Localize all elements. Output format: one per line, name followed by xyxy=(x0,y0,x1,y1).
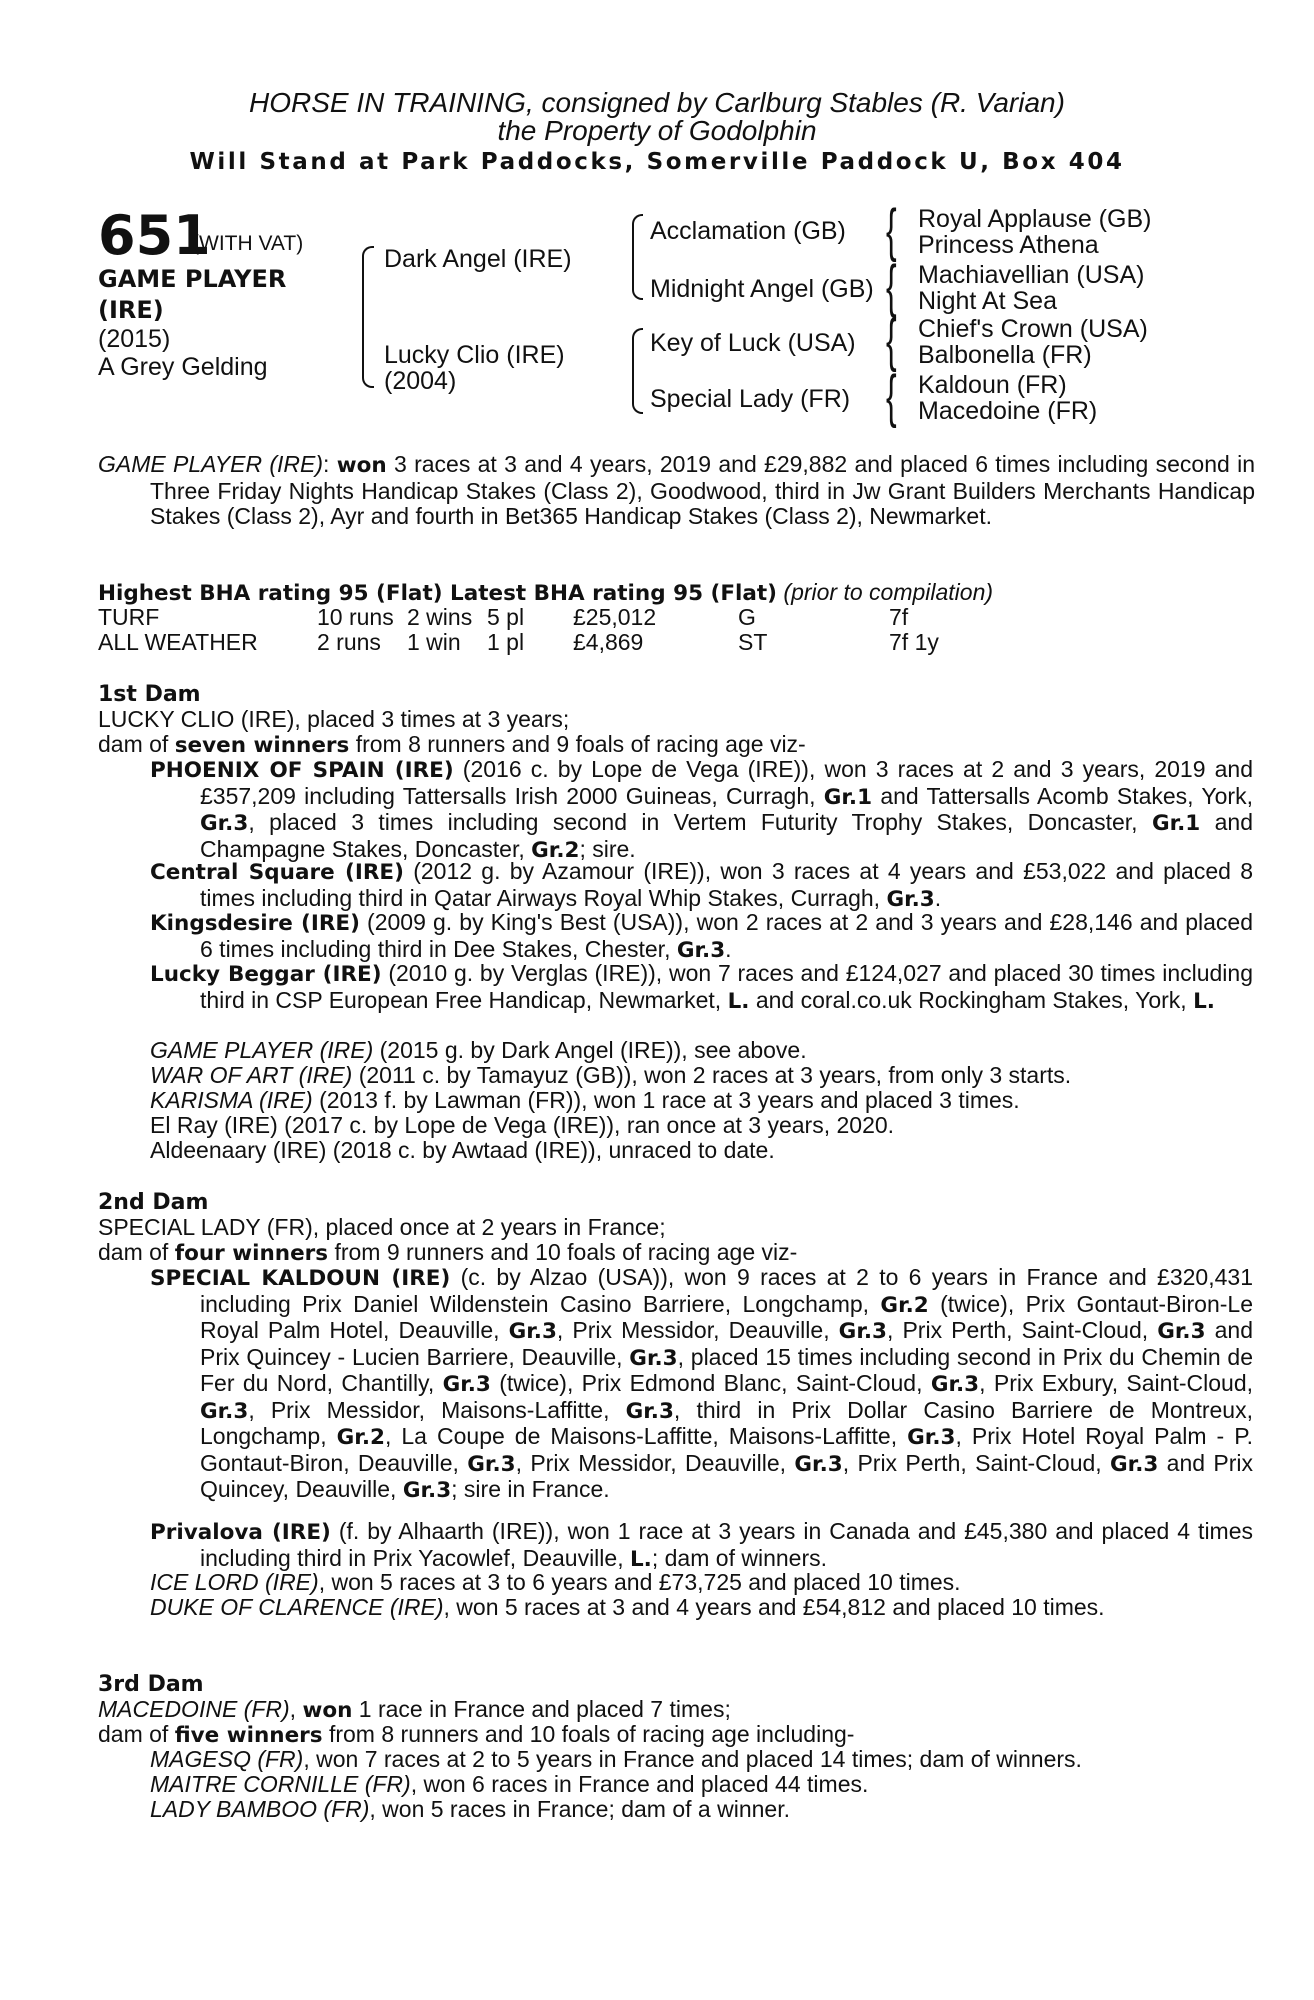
pedigree-g4: Night At Sea xyxy=(918,287,1057,315)
pedigree-brace-main xyxy=(362,246,374,388)
pedigree-sire-dam: Midnight Angel (GB) xyxy=(650,275,874,303)
location-line: Will Stand at Park Paddocks, Somerville Paddock U, Box 404 xyxy=(189,149,1125,175)
pedigree-brace-g34: { xyxy=(886,254,897,319)
produce-special-kaldoun: SPECIAL KALDOUN (IRE) (c. by Alzao (USA)), won 9 races at 2 to 6 years in France and £320,431 including Prix Daniel Wildenstein Casino Barriere, Longchamp, Gr.2 (twice), Prix Gontaut-Biron-Le Royal Palm Hotel, Deauville, Gr.3, Prix Messidor, Deauville, Gr.3, Prix Perth, Saint-Cloud, Gr.3 and Prix Quincey - Lucien Barriere, Deauville, Gr.3, placed 15 times including second in Prix du Chemin de Fer du Nord, Chantilly, Gr.3 (twice), Prix Edmond Blanc, Saint-Cloud, Gr.3, Prix Exbury, Saint-Cloud, Gr.3, Prix Messidor, Maisons-Laffitte, Gr.3, third in Prix Dollar Casino Barriere de Montreux, Longchamp, Gr.2, La Coupe de Maisons-Laffitte, Maisons-Laffitte, Gr.3, Prix Hotel Royal Palm - P. Gontaut-Biron, Deauville, Gr.3, Prix Messidor, Deauville, Gr.3, Prix Perth, Saint-Cloud, Gr.3 and Prix Quincey, Deauville, Gr.3; sire in France. xyxy=(150,1264,1254,1503)
second-dam-heading: 2nd Dam xyxy=(98,1190,209,1215)
produce-central-square: Central Square (IRE) (2012 g. by Azamour (IRE)), won 3 races at 4 years and £53,022 and placed 8 times including third in Qatar Airways Royal Whip Stakes, Curragh, Gr.3. xyxy=(150,858,1253,912)
pedigree-brace-dam xyxy=(632,328,643,414)
pedigree-brace-g56: { xyxy=(886,308,897,373)
produce-aldeenaary: Aldeenaary (IRE) (2018 c. by Awtaad (IRE)), unraced to date. xyxy=(150,1137,775,1163)
pedigree-brace-g78: { xyxy=(886,364,897,429)
lot-number: 651 xyxy=(98,204,211,267)
pedigree-brace-g12: { xyxy=(886,198,897,263)
produce-karisma: KARISMA (IRE) (2013 f. by Lawman (FR)), won 1 race at 3 years and placed 3 times. xyxy=(150,1087,1020,1113)
ratings-heading: Highest BHA rating 95 (Flat) Latest BHA rating 95 (Flat) (prior to compilation) xyxy=(98,579,994,606)
first-dam-produce: dam of seven winners from 8 runners and 9 foals of racing age viz- xyxy=(98,731,806,758)
consignor-line: HORSE IN TRAINING, consigned by Carlburg Stables (R. Varian) xyxy=(249,87,1065,118)
horse-name xyxy=(98,264,286,326)
pedigree-sire-sire: Acclamation (GB) xyxy=(650,217,846,245)
produce-lady-bamboo: LADY BAMBOO (FR), won 5 races in France; dam of a winner. xyxy=(150,1796,790,1822)
produce-el-ray: El Ray (IRE) (2017 c. by Lope de Vega (IRE)), ran once at 3 years, 2020. xyxy=(150,1112,895,1138)
second-dam-produce: dam of four winners from 9 runners and 10 foals of racing age viz- xyxy=(98,1239,798,1266)
pedigree-g8: Macedoine (FR) xyxy=(918,397,1098,425)
catalogue-page: HORSE IN TRAINING, consigned by Carlburg Stables (R. Varian) the Property of Godolphin Will Stand at Park Paddocks, Somerville Paddock U, Box 404 651 (WITH VAT) GAME PLAYER (IRE) (2015) A Grey Gelding Dark Angel (IRE) Lucky Clio (IRE) (2004) Acclamation (GB) Midnight Angel (GB) Key of Luck (USA) Special Lady (FR) { Royal Applause (GB) Princess Athena { Machiavellian (USA) Night At Sea { Chief's Crown (USA) Balbonella (FR) { Kaldoun (FR) Macedoine (FR) GAME PLAYER (IRE): won 3 races at 3 and 4 years, 2019 and £29,882 and placed 6 times including second in Three Friday Nights Handicap Stakes (Class 2), Goodwood, third in Jw Grant Builders Merchants Handicap Stakes (Class 2), Ayr and fourth in Bet365 Handicap Stakes (Class 2), Newmarket. Highest BHA rating 95 (Flat) Latest BHA rating 95 (Flat) (prior to compilation) TURF 10 runs 2 wins 5 pl £25,012 G 7f ALL WEATHER 2 runs 1 win 1 pl £4,869 ST 7f 1y 1st Dam LUCKY CLIO (IRE), placed 3 times at 3 years; dam of seven winners from 8 runners and 9 foals of racing age viz- PHOENIX OF SPAIN (IRE) (2016 c. by Lope de Vega (IRE)), won 3 races at 2 and 3 years, 2019 and £357,209 including Tattersalls Irish 2000 Guineas, Curragh, Gr.1 and Tattersalls Acomb Stakes, York, Gr.3, placed 3 times including second in Vertem Futurity Trophy Stakes, Doncaster, Gr.1 and Champagne Stakes, Doncaster, Gr.2; sire. Central Square (IRE) (2012 g. by Azamour (IRE)), won 3 races at 4 years and £53,022 and placed 8 times including third in Qatar Airways Royal Whip Stakes, Curragh, Gr.3. Kingsdesire (IRE) (2009 g. by King's Best (USA)), won 2 races at 2 and 3 years and £28,146 and placed 6 times including third in Dee Stakes, Chester, Gr.3. Lucky Beggar (IRE) (2010 g. by Verglas (IRE)), won 7 races and £124,027 and placed 30 times including third in CSP European Free Handicap, Newmarket, L. and coral.co.uk Rockingham Stakes, York, L. GAME PLAYER (IRE) (2015 g. by Dark Angel (IRE)), see above. WAR OF ART (IRE) (2011 c. by Tamayuz (GB)), won 2 races at 3 years, from only 3 starts. KARISMA (IRE) (2013 f. by Lawman (FR)), won 1 race at 3 years and placed 3 times. El Ray (IRE) (2017 c. by Lope de Vega (IRE)), ran once at 3 years, 2020. Aldeenaary (IRE) (2018 c. by Awtaad (IRE)), unraced to date. 2nd Dam SPECIAL LADY (FR), placed once at 2 years in France; dam of four winners from 9 runners and 10 foals of racing age viz- SPECIAL KALDOUN (IRE) (c. by Alzao (USA)), won 9 races at 2 to 6 years in France and £320,431 including Prix Daniel Wildenstein Casino Barriere, Longchamp, Gr.2 (twice), Prix Gontaut-Biron-Le Royal Palm Hotel, Deauville, Gr.3, Prix Messidor, Deauville, Gr.3, Prix Perth, Saint-Cloud, Gr.3 and Prix Quincey - Lucien Barriere, Deauville, Gr.3, placed 15 times including second in Prix du Chemin de Fer du Nord, Chantilly, Gr.3 (twice), Prix Edmond Blanc, Saint-Cloud, Gr.3, Prix Exbury, Saint-Cloud, Gr.3, Prix Messidor, Maisons-Laffitte, Gr.3, third in Prix Dollar Casino Barriere de Montreux, Longchamp, Gr.2, La Coupe de Maisons-Laffitte, Maisons-Laffitte, Gr.3, Prix Hotel Royal Palm - P. Gontaut-Biron, Deauville, Gr.3, Prix Messidor, Deauville, Gr.3, Prix Perth, Saint-Cloud, Gr.3 and Prix Quincey, Deauville, Gr.3; sire in France. Privalova (IRE) (f. by Alhaarth (IRE)), won 1 race at 3 years in Canada and £45,380 and placed 4 times including third in Prix Yacowlef, Deauville, L.; dam of winners. ICE LORD (IRE), won 5 races at 3 to 6 years and £73,725 and placed 10 times. DUKE OF CLARENCE (IRE), won 5 races at 3 and 4 years and £54,812 and placed 10 times. 3rd Dam MACEDOINE (FR), won 1 race in France and placed 7 times; dam of five winners from 8 runners and 10 foals of racing age including- MAGESQ (FR), won 7 races at 2 to 5 years in France and placed 14 times; dam of winners. MAITRE CORNILLE (FR), won 6 races in France and placed 44 times. LADY BAMBOO (FR), won 5 races in France; dam of a winner. xyxy=(0,0,1314,2000)
horse-name-line2: (IRE) xyxy=(98,296,164,324)
race-summary: GAME PLAYER (IRE): won 3 races at 3 and 4 years, 2019 and £29,882 and placed 6 times including second in Three Friday Nights Handicap Stakes (Class 2), Goodwood, third in Jw Grant Builders Merchants Handicap Stakes (Class 2), Ayr and fourth in Bet365 Handicap Stakes (Class 2), Newmarket. xyxy=(98,451,1256,529)
produce-ice-lord: ICE LORD (IRE), won 5 races at 3 to 6 years and £73,725 and placed 10 times. xyxy=(150,1569,961,1595)
third-dam-produce: dam of five winners from 8 runners and 10 foals of racing age including- xyxy=(98,1721,855,1748)
pedigree-g6: Balbonella (FR) xyxy=(918,341,1092,369)
vat-note: (WITH VAT) xyxy=(192,232,304,255)
third-dam-intro: MACEDOINE (FR), won 1 race in France and placed 7 times; xyxy=(98,1696,731,1723)
summary-horse-name: GAME PLAYER (IRE) xyxy=(98,451,324,477)
first-dam-intro: LUCKY CLIO (IRE), placed 3 times at 3 years; xyxy=(98,706,570,732)
pedigree-dam: Lucky Clio (IRE) xyxy=(384,341,565,369)
horse-description: A Grey Gelding xyxy=(98,353,268,381)
produce-war-of-art: WAR OF ART (IRE) (2011 c. by Tamayuz (GB)), won 2 races at 3 years, from only 3 starts. xyxy=(150,1062,1072,1088)
property-line: the Property of Godolphin xyxy=(497,115,817,146)
third-dam-heading: 3rd Dam xyxy=(98,1672,204,1697)
produce-duke-of-clarence: DUKE OF CLARENCE (IRE), won 5 races at 3 and 4 years and £54,812 and placed 10 times. xyxy=(150,1594,1105,1620)
produce-privalova: Privalova (IRE) (f. by Alhaarth (IRE)), won 1 race at 3 years in Canada and £45,380 and placed 4 times including third in Prix Yacowlef, Deauville, L.; dam of winners. xyxy=(150,1518,1254,1572)
pedigree-g3: Machiavellian (USA) xyxy=(918,261,1145,289)
first-dam-heading: 1st Dam xyxy=(98,682,201,707)
produce-maitre-cornille: MAITRE CORNILLE (FR), won 6 races in France and placed 44 times. xyxy=(150,1771,869,1797)
pedigree-dam-dam: Special Lady (FR) xyxy=(650,385,851,413)
pedigree-dam-year: (2004) xyxy=(384,367,457,395)
produce-game-player: GAME PLAYER (IRE) (2015 g. by Dark Angel (IRE)), see above. xyxy=(150,1037,807,1063)
produce-magesq: MAGESQ (FR), won 7 races at 2 to 5 years in France and placed 14 times; dam of winners. xyxy=(150,1746,1082,1772)
second-dam-intro: SPECIAL LADY (FR), placed once at 2 years in France; xyxy=(98,1214,666,1240)
pedigree-g2: Princess Athena xyxy=(918,231,1099,259)
pedigree-dam-sire: Key of Luck (USA) xyxy=(650,329,856,357)
pedigree-g1: Royal Applause (GB) xyxy=(918,205,1152,233)
pedigree-brace-sire xyxy=(632,214,643,300)
produce-lucky-beggar: Lucky Beggar (IRE) (2010 g. by Verglas (IRE)), won 7 races and £124,027 and placed 30 times including third in CSP European Free Handicap, Newmarket, L. and coral.co.uk Rockingham Stakes, York, L. xyxy=(150,960,1254,1014)
foaling-year: (2015) xyxy=(98,325,171,353)
produce-phoenix-of-spain: PHOENIX OF SPAIN (IRE) (2016 c. by Lope de Vega (IRE)), won 3 races at 2 and 3 years, 2019 and £357,209 including Tattersalls Irish 2000 Guineas, Curragh, Gr.1 and Tattersalls Acomb Stakes, York, Gr.3, placed 3 times including second in Vertem Futurity Trophy Stakes, Doncaster, Gr.1 and Champagne Stakes, Doncaster, Gr.2; sire. xyxy=(150,756,1253,863)
horse-name-line1: GAME PLAYER xyxy=(98,265,287,293)
produce-kingsdesire: Kingsdesire (IRE) (2009 g. by King's Best (USA)), won 2 races at 2 and 3 years and £28,146 and placed 6 times including third in Dee Stakes, Chester, Gr.3. xyxy=(150,909,1254,963)
pedigree-g5: Chief's Crown (USA) xyxy=(918,315,1148,343)
pedigree-g7: Kaldoun (FR) xyxy=(918,371,1067,399)
pedigree-sire: Dark Angel (IRE) xyxy=(384,245,572,273)
